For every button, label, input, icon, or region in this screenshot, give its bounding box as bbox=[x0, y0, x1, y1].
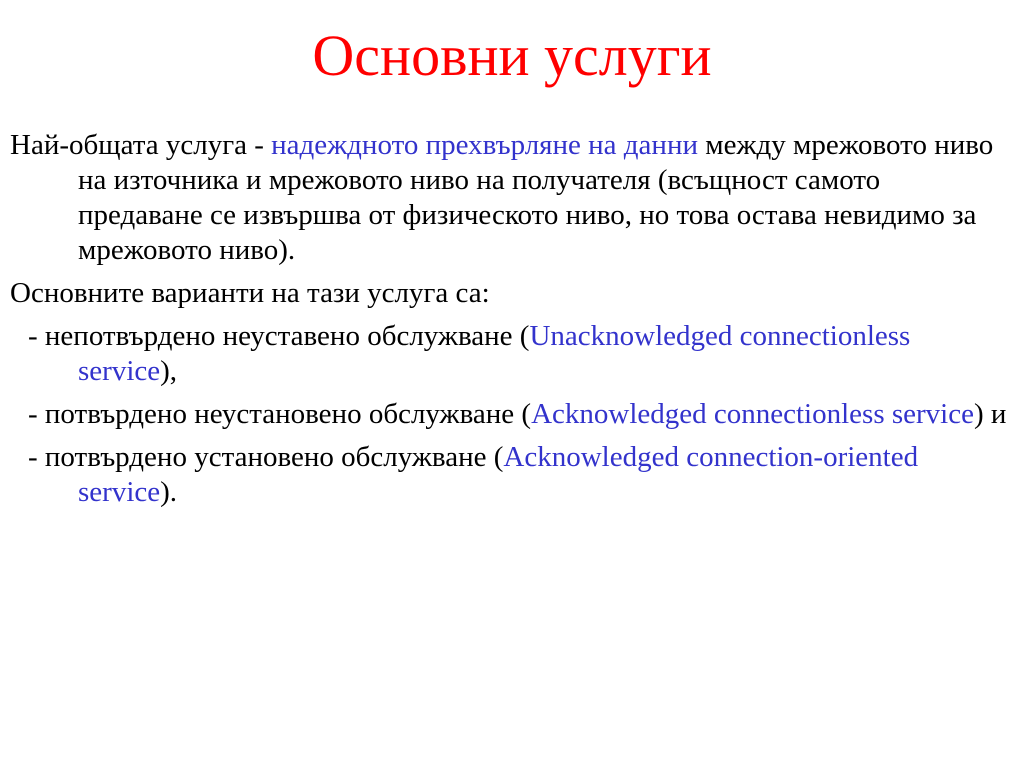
item-suffix: ), bbox=[160, 355, 178, 387]
paragraph-variants-intro: Основните варианти на тази услуга са: bbox=[10, 277, 490, 309]
list-item-acknowledged-connectionless bbox=[10, 397, 1010, 432]
item-text: - потвърдено неустановено обслужване ( bbox=[28, 398, 532, 430]
list-item-acknowledged-connection-oriented bbox=[10, 440, 1010, 510]
general-service-intro: Най-общата услуга - bbox=[10, 129, 272, 161]
general-service-rest: между мрежовото ниво на източника и мрежовото ниво на получателя (всъщност самото предаване се извършва от физическото ниво, но това остава невидимо за мрежовото ниво). bbox=[78, 129, 994, 266]
paragraph-general-service bbox=[10, 128, 1010, 268]
slide-body bbox=[10, 128, 1010, 510]
slide-title: Основни услуги bbox=[312, 23, 712, 88]
item-suffix: ) и bbox=[973, 398, 1007, 430]
item-english-term: Acknowledged connection-oriented service bbox=[78, 441, 919, 508]
item-suffix: ). bbox=[160, 476, 178, 508]
reliable-transfer-highlight: надеждното прехвърляне на данни bbox=[271, 129, 698, 161]
item-text: - потвърдено установено обслужване ( bbox=[28, 441, 504, 473]
list-item-unacknowledged-connectionless bbox=[10, 319, 1010, 389]
item-english-term: Unacknowledged connectionless service bbox=[78, 320, 911, 387]
item-text: - непотвърдено неуставено обслужване ( bbox=[28, 320, 530, 352]
item-english-term: Acknowledged connectionless service bbox=[531, 398, 974, 430]
